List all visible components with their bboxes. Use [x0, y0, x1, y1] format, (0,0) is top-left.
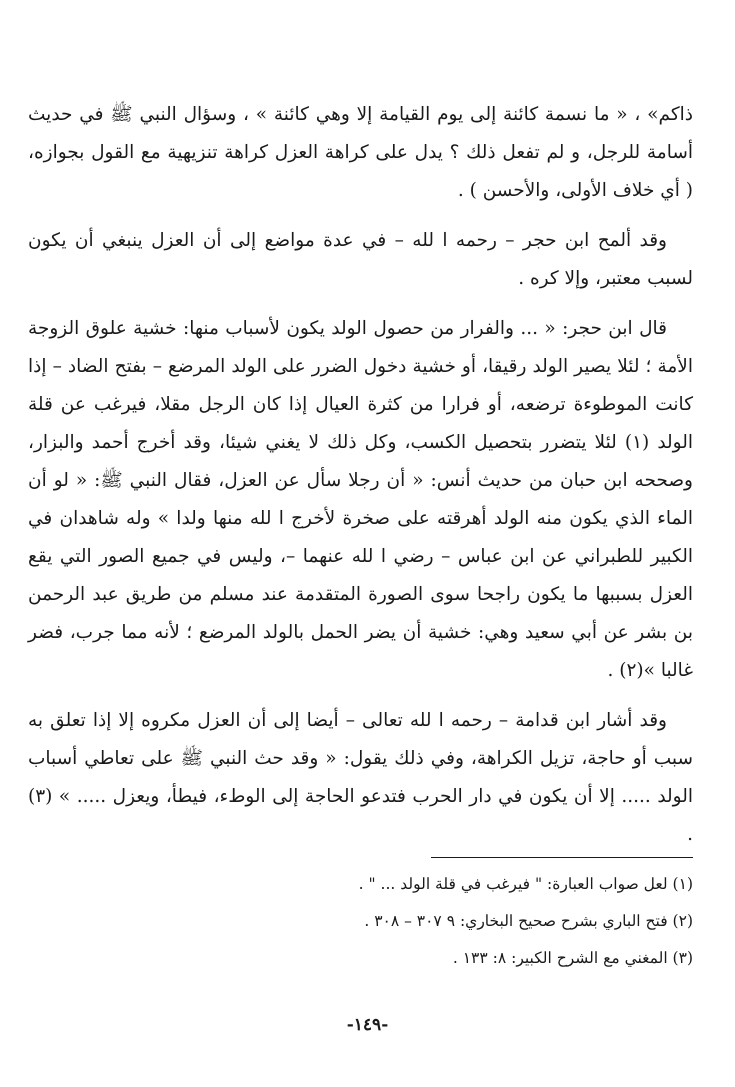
footnote-2: (٢) فتح الباري بشرح صحيح البخاري: ٩ ٣٠٧ – ٣٠٨ .	[364, 912, 693, 930]
page-number: -١٤٩-	[346, 1015, 389, 1035]
paragraph-3: قال ابن حجر: « ... والفرار من حصول الولد يكون لأسباب منها: خشية علوق الزوجة الأمة ؛ لئلا يصير الولد رقيقا، أو خشية دخول الضرر على الولد المرضع – بفتح الضاد – إذا كانت الموطوءة ترضعه، أو فرارا من كثرة العيال إذا كان الرجل مقلا، فيرغب عن قلة الولد (١) لئلا يتضرر بتحصيل الكسب، وكل ذلك لا يغني شيئا، وقد أخرج أحمد والبزار، وصححه ابن حبان من حديث أنس: « أن رجلا سأل عن العزل، فقال النبي ﷺ: « لو أن الماء الذي يكون منه الولد أهرقته على صخرة لأخرج ا لله منها ولدا » وله شاهدان في الكبير للطبراني عن ابن عباس – رضي ا لله عنهما –، وليس في جميع الصور التي يقع العزل بسببها ما يكون راجحا سوى الصورة المتقدمة عند مسلم من طريق عبد الرحمن بن بشر عن أبي سعيد وهي: خشية أن يضر الحمل بالولد المرضع ؛ لأنه مما جرب، فضر غالبا »(٢) .	[28, 318, 693, 681]
footnotes	[28, 866, 693, 977]
footnote-divider	[431, 857, 693, 858]
paragraph-1: ذاكم» ، « ما نسمة كائنة إلى يوم القيامة إلا وهي كائنة » ، وسؤال النبي ﷺ في حديث أسامة للرجل، و لم تفعل ذلك ؟ يدل على كراهة العزل كراهة تنزيهية مع القول بجوازه، ( أي خلاف الأولى، والأحسن ) .	[28, 104, 693, 201]
paragraph-4: وقد أشار ابن قدامة – رحمه ا لله تعالى – أيضا إلى أن العزل مكروه إلا إذا تعلق به سبب أو حاجة، تزيل الكراهة، وفي ذلك يقول: « وقد حث النبي ﷺ على تعاطي أسباب الولد ..... إلا أن يكون في دار الحرب فتدعو الحاجة إلى الوطء، فيطأ، ويعزل ..... » (٣) .	[28, 710, 693, 845]
paragraph-2: وقد ألمح ابن حجر – رحمه ا لله – في عدة مواضع إلى أن العزل ينبغي أن يكون لسبب معتبر، وإلا كره .	[28, 230, 693, 289]
footnote-1: (١) لعل صواب العبارة: " فيرغب في قلة الولد ... " .	[358, 875, 693, 893]
footnote-3: (٣) المغني مع الشرح الكبير: ٨: ١٣٣ .	[452, 949, 693, 967]
body-text	[28, 96, 693, 866]
